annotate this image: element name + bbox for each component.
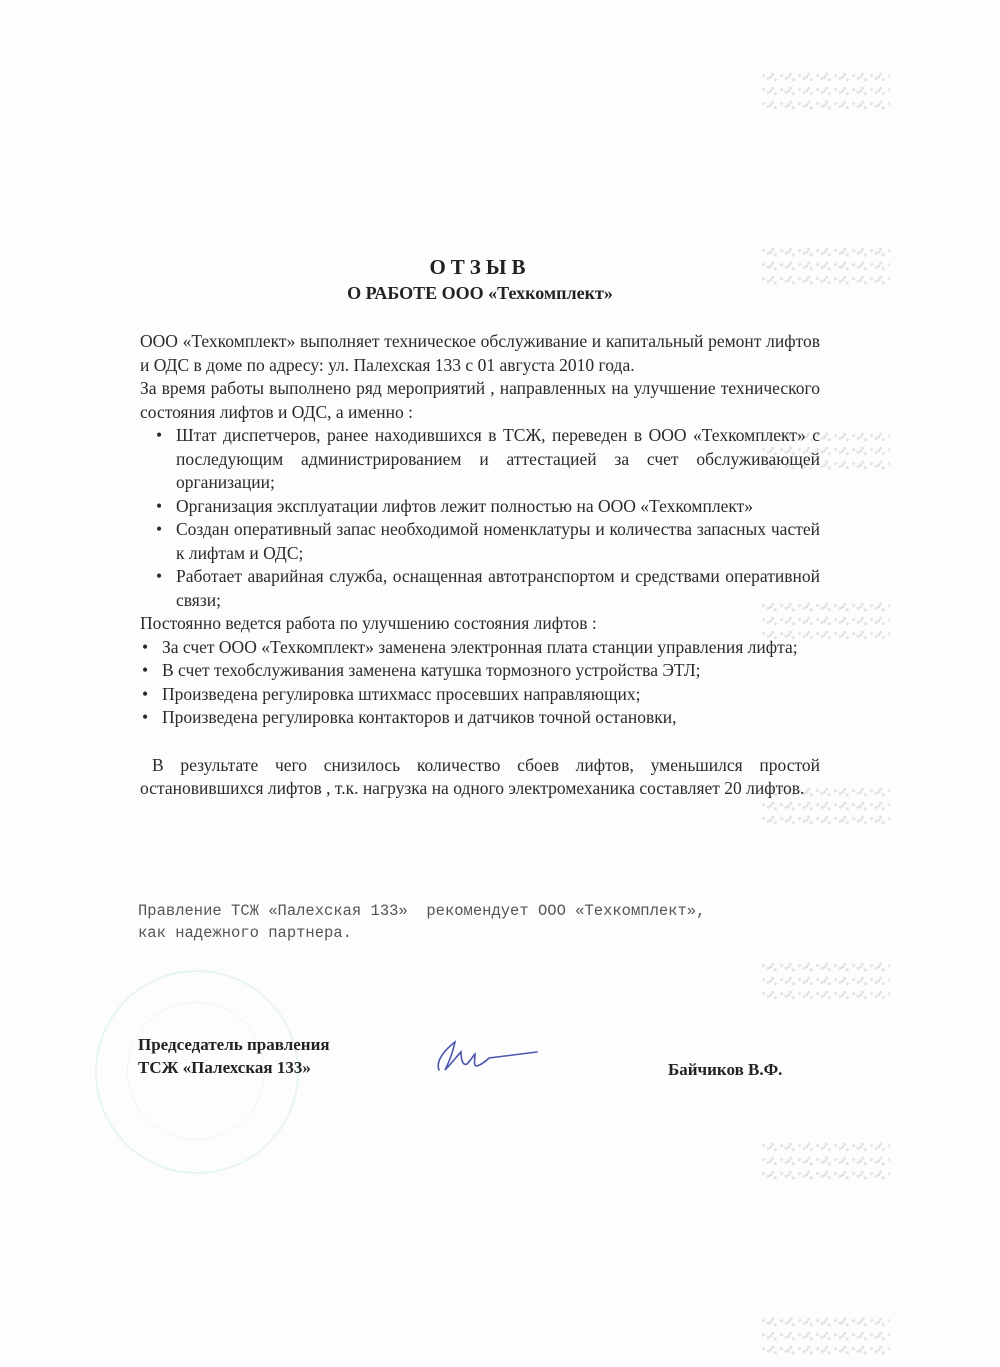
signatory-organization: ТСЖ «Палехская 133» xyxy=(138,1058,311,1077)
improvements-intro: Постоянно ведется работа по улучшению состояния лифтов : xyxy=(140,613,597,633)
result-paragraph: В результате чего снизилось количество сбоев лифтов, уменьшился простой остановившихся лифтов , т.к. нагрузка на одного электромеханика составляет 20 лифтов. xyxy=(140,754,820,798)
list-item: • Создан оперативный запас необходимой номенклатуры и количества запасных частей к лифтам и ОДС; xyxy=(176,518,820,565)
scan-noise xyxy=(760,1140,890,1180)
document-body xyxy=(140,330,820,801)
list-item: • Произведена регулировка штихмасс просевших направляющих; xyxy=(162,683,820,707)
intro-paragraph: ООО «Техкомплект» выполняет техническое обслуживание и капитальный ремонт лифтов и ОДС в доме по адресу: ул. Палехская 133 с 01 августа 2010 года. xyxy=(140,331,820,375)
measures-intro: За время работы выполнено ряд мероприятий , направленных на улучшение технического состояния лифтов и ОДС, а именно : xyxy=(140,378,820,422)
measures-list xyxy=(140,424,820,612)
improvements-list xyxy=(140,636,820,730)
list-item: • Работает аварийная служба, оснащенная автотранспортом и средствами оперативной связи; xyxy=(176,565,820,612)
list-item: • В счет техобслуживания заменена катушка тормозного устройства ЭТЛ; xyxy=(162,659,820,683)
signatory-title xyxy=(138,1033,330,1079)
document-title: ОТЗЫВ xyxy=(429,255,531,279)
scan-noise xyxy=(760,960,890,1000)
handwritten-signature xyxy=(425,1030,545,1080)
scan-noise xyxy=(760,70,890,110)
scan-noise xyxy=(760,1315,890,1355)
list-item: • Произведена регулировка контакторов и датчиков точной остановки, xyxy=(162,706,820,730)
document-subtitle: О РАБОТЕ ООО «Техкомплект» xyxy=(347,283,613,303)
list-item: • За счет ООО «Техкомплект» заменена электронная плата станции управления лифта; xyxy=(162,636,820,660)
signatory-position: Председатель правления xyxy=(138,1035,330,1054)
recommendation-text: Правление ТСЖ «Палехская 133» рекомендует ООО «Техкомплект», как надежного партнера. xyxy=(138,902,706,942)
list-item: • Штат диспетчеров, ранее находившихся в ТСЖ, переведен в ООО «Техкомплект» с последующим администрированием и аттестацией за счет обслуживающей организации; xyxy=(176,424,820,495)
signatory-name: Байчиков В.Ф. xyxy=(668,1060,783,1079)
list-item: • Организация эксплуатации лифтов лежит полностью на ООО «Техкомплект» xyxy=(176,495,820,519)
